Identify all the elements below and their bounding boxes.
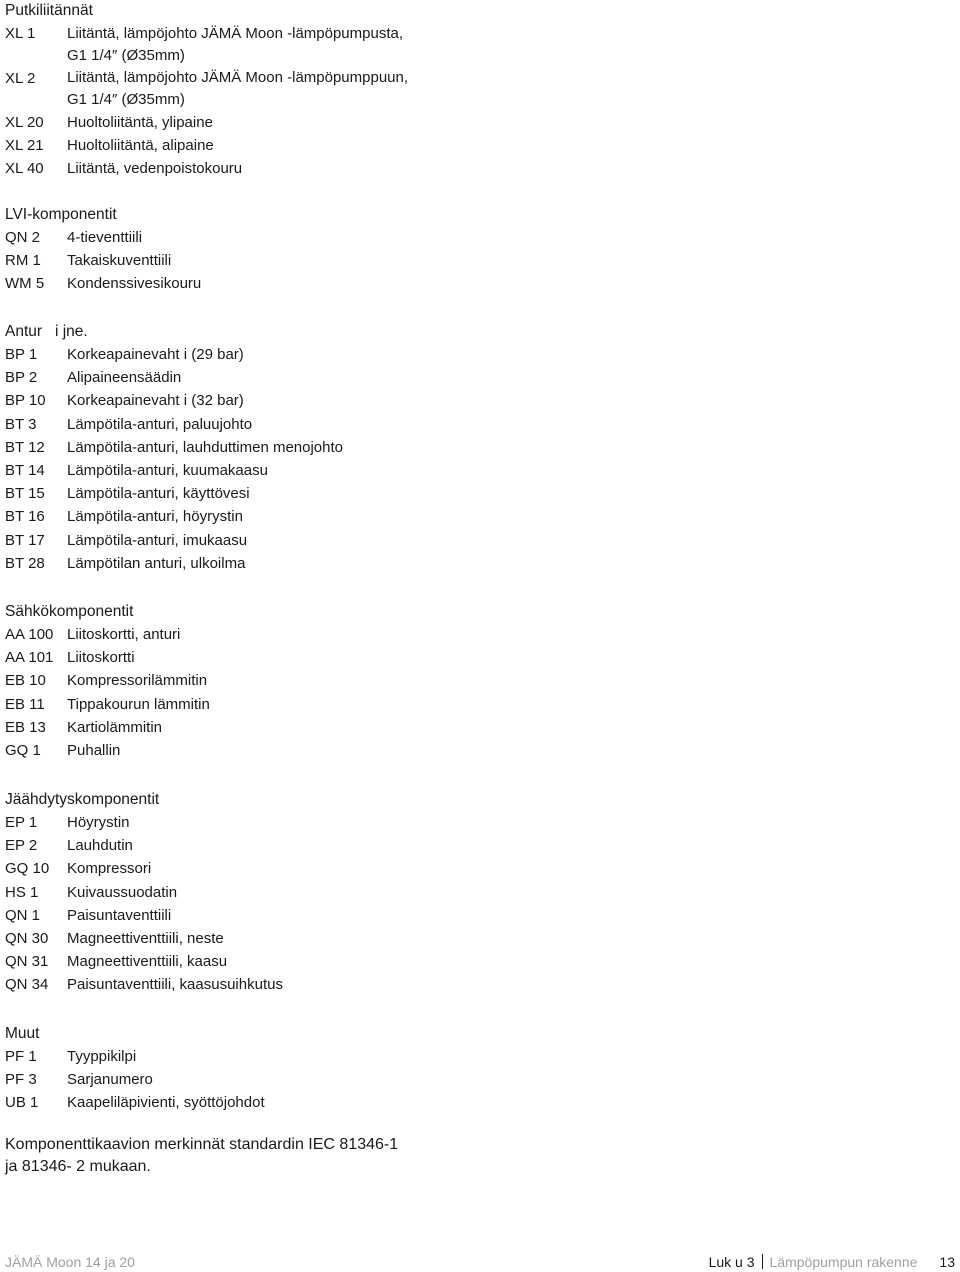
component-code: BT 14 [5,461,45,479]
component-code: BT 16 [5,508,45,526]
list-item [5,834,945,857]
list-item [5,1045,945,1068]
component-description: Lämpötila-anturi, imukaasu [67,531,248,549]
list-item [5,226,945,249]
list-item [5,552,945,575]
list-item [5,1068,945,1091]
component-description: Kompressori [67,860,152,878]
component-code: BT 3 [5,415,37,433]
section-jaahdytyskomponentit [5,789,945,997]
component-code: BT 28 [5,554,45,572]
component-code: BT 15 [5,485,45,503]
component-code: EP 1 [5,814,38,831]
component-code: QN 31 [5,953,49,971]
list-item [5,436,945,459]
component-code: BT 12 [5,438,45,456]
component-code: UB 1 [5,1094,39,1112]
component-description: Paisuntaventtiili, kaasusuihkutus [67,976,283,994]
component-description: Lämpötila-anturi, kuumakaasu [67,461,268,479]
component-description: Korkeapainevaht i (32 bar) [67,392,244,410]
component-code: EB 13 [5,718,46,736]
list-item [5,22,945,67]
component-description: Sarjanumero [67,1071,153,1089]
section-title: Antur i jne. [5,323,88,340]
component-description: Huoltoliitäntä, alipaine [67,136,214,154]
component-code: BT 17 [5,531,45,549]
component-description: Liitoskortti [67,649,135,667]
list-item [5,67,945,111]
component-code: HS 1 [5,883,39,901]
component-description: Kaapeliläpivienti, syöttöjohdot [67,1094,265,1112]
list-item [5,927,945,950]
section-title: Muut [5,1025,40,1042]
component-code: GQ 1 [5,741,41,759]
section-sahkokomponentit [5,601,945,762]
footer-divider [762,1254,763,1269]
component-description: Liitäntä, lämpöjohto JÄMÄ Moon -lämpöpumppuun, G1 1/4″ (Ø35mm) [67,68,409,108]
component-description: Alipaineensäädin [67,369,182,387]
section-anturit [5,321,945,575]
list-item [5,366,945,389]
footer-chapter: Luk u 3 [708,1254,755,1270]
list-item [5,973,945,996]
component-description: Lämpötila-anturi, lauhduttimen menojohto [67,438,343,456]
component-description: Höyrystin [67,814,130,831]
component-code: BP 10 [5,392,46,410]
list-item [5,413,945,436]
component-description: Paisuntaventtiili [67,906,172,924]
component-code: RM 1 [5,252,41,270]
component-description: Magneettiventtiili, neste [67,929,224,947]
component-code: XL 1 [5,25,36,42]
component-code: QN 30 [5,929,49,947]
list-item [5,646,945,669]
component-code: XL 40 [5,159,44,177]
component-description: Lämpötilan anturi, ulkoilma [67,554,246,572]
list-item [5,904,945,927]
list-item [5,529,945,552]
component-description: Lämpötila-anturi, höyrystin [67,508,243,526]
component-description: Magneettiventtiili, kaasu [67,953,228,971]
component-code: PF 1 [5,1048,37,1065]
list-item [5,1091,945,1114]
list-item [5,693,945,716]
component-code: PF 3 [5,1071,37,1089]
component-code: XL 2 [5,69,36,87]
list-item [5,482,945,505]
list-item [5,249,945,272]
list-item [5,950,945,973]
list-item [5,343,945,366]
component-code: QN 1 [5,906,41,924]
component-description: Puhallin [67,741,121,759]
component-code: AA 101 [5,649,54,667]
component-code: QN 34 [5,976,49,994]
list-item [5,111,945,134]
component-code: XL 21 [5,136,44,154]
section-title: Sähkökomponentit [5,603,134,620]
list-item [5,505,945,528]
list-item [5,669,945,692]
component-code: EP 2 [5,837,38,855]
component-description: Lämpötila-anturi, käyttövesi [67,485,250,503]
footer-chapter-info [709,1254,955,1270]
component-code: QN 2 [5,229,41,246]
list-item [5,739,945,762]
component-code: EB 11 [5,695,45,713]
component-code: XL 20 [5,113,44,131]
list-item [5,389,945,412]
component-description: Lauhdutin [67,837,133,855]
list-item [5,857,945,880]
footer-product-name: JÄMÄ Moon 14 ja 20 [5,1254,135,1270]
list-item [5,157,945,180]
component-description: Kondenssivesikouru [67,275,202,293]
component-code: BP 1 [5,346,38,363]
section-muut [5,1023,945,1115]
component-description: Liitäntä, vedenpoistokouru [67,159,243,177]
component-description: 4-tieventtiili [67,229,143,246]
section-lvi-komponentit [5,204,945,296]
component-description: Takaiskuventtiili [67,252,172,270]
component-description: Liitäntä, lämpöjohto JÄMÄ Moon -lämpöpumpusta, G1 1/4″ (Ø35mm) [67,24,404,64]
component-code: BP 2 [5,369,38,387]
component-code: GQ 10 [5,860,50,878]
component-description: Liitoskortti, anturi [67,626,181,643]
component-description: Lämpötila-anturi, paluujohto [67,415,253,433]
section-title: Putkiliitännät [5,2,93,19]
component-code: EB 10 [5,672,46,690]
component-description: Kompressorilämmitin [67,672,208,690]
component-description: Tippakourun lämmitin [67,695,210,713]
list-item [5,272,945,295]
list-item [5,623,945,646]
component-description: Kuivaussuodatin [67,883,178,901]
section-title: Jäähdytyskomponentit [5,791,160,808]
section-putkiliitannat [5,0,945,180]
list-item [5,459,945,482]
page-number: 13 [939,1254,955,1270]
section-title: LVI-komponentit [5,206,117,223]
standard-note: Komponenttikaavion merkinnät standardin IEC 81346-1 ja 81346- 2 mukaan. [5,1136,399,1175]
page-footer [5,1254,955,1272]
list-item [5,134,945,157]
footer-chapter-title: Lämpöpumpun rakenne [769,1254,918,1270]
component-description: Huoltoliitäntä, ylipaine [67,113,213,131]
component-code: AA 100 [5,626,54,643]
list-item [5,716,945,739]
list-item [5,811,945,834]
component-code: WM 5 [5,275,45,293]
component-description: Korkeapainevaht i (29 bar) [67,346,244,363]
component-description: Tyyppikilpi [67,1048,137,1065]
component-description: Kartiolämmitin [67,718,163,736]
list-item [5,881,945,904]
